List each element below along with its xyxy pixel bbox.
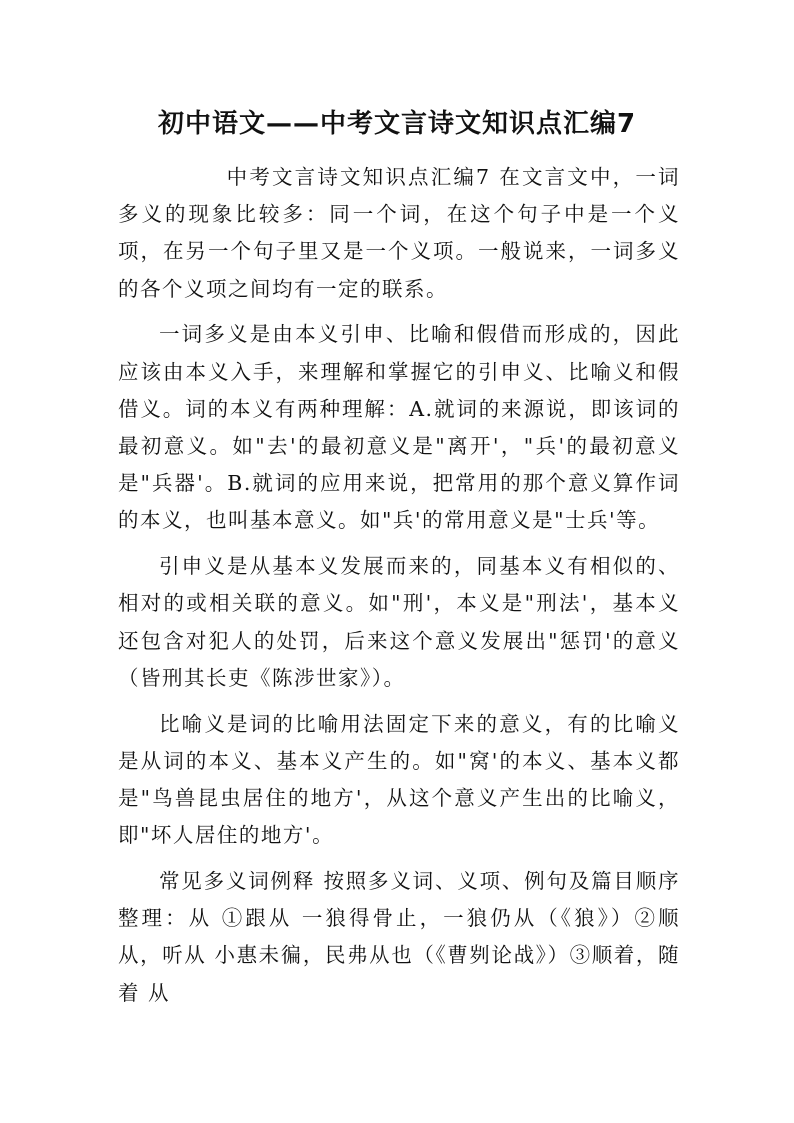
paragraph-examples: 常见多义词例释 按照多义词、义项、例句及篇目顺序整理：从 ①跟从 一狼得骨止，一狼仍从（《狼》）②顺从，听从 小惠未徧，民弗从也（《曹刿论战》）③顺着，随着 从 [118,869,680,1005]
document-body [118,159,680,1020]
paragraph-metaphorical-meaning: 比喻义是词的比喻用法固定下来的意义，有的比喻义是从词的本义、基本义产生的。如"窝'的本义、基本义都是"鸟兽昆虫居住的地方'，从这个意义产生出的比喻义，即"坏人居住的地方'。 [118,711,680,848]
paragraph-intro: 中考文言诗文知识点汇编7 在文言文中，一词多义的现象比较多：同一个词，在这个句子中是一个义项，在另一个句子里又是一个义项。一般说来，一词多义的各个义项之间均有一定的联系。 [118,165,680,301]
document-title: 初中语文——中考文言诗文知识点汇编7 [157,109,637,139]
paragraph-extended-meaning: 引申义是从基本义发展而来的，同基本义有相似的、相对的或相关联的意义。如"刑'，本义是"刑法'，基本义还包含对犯人的处罚，后来这个意义发展出"惩罚'的意义（皆刑其长吏《陈涉世家》）。 [118,554,680,690]
paragraph-word-meaning: 一词多义是由本义引申、比喻和假借而形成的，因此应该由本义入手，来理解和掌握它的引申义、比喻义和假借义。词的本义有两种理解：A.就词的来源说，即该词的最初意义。如"去'的最初意义是"离开'，"兵'的最初意义是"兵器'。B.就词的应用来说，把常用的那个意义算作词的本义，也叫基本意义。如"兵'的常用意义是"士兵'等。 [118,322,680,533]
